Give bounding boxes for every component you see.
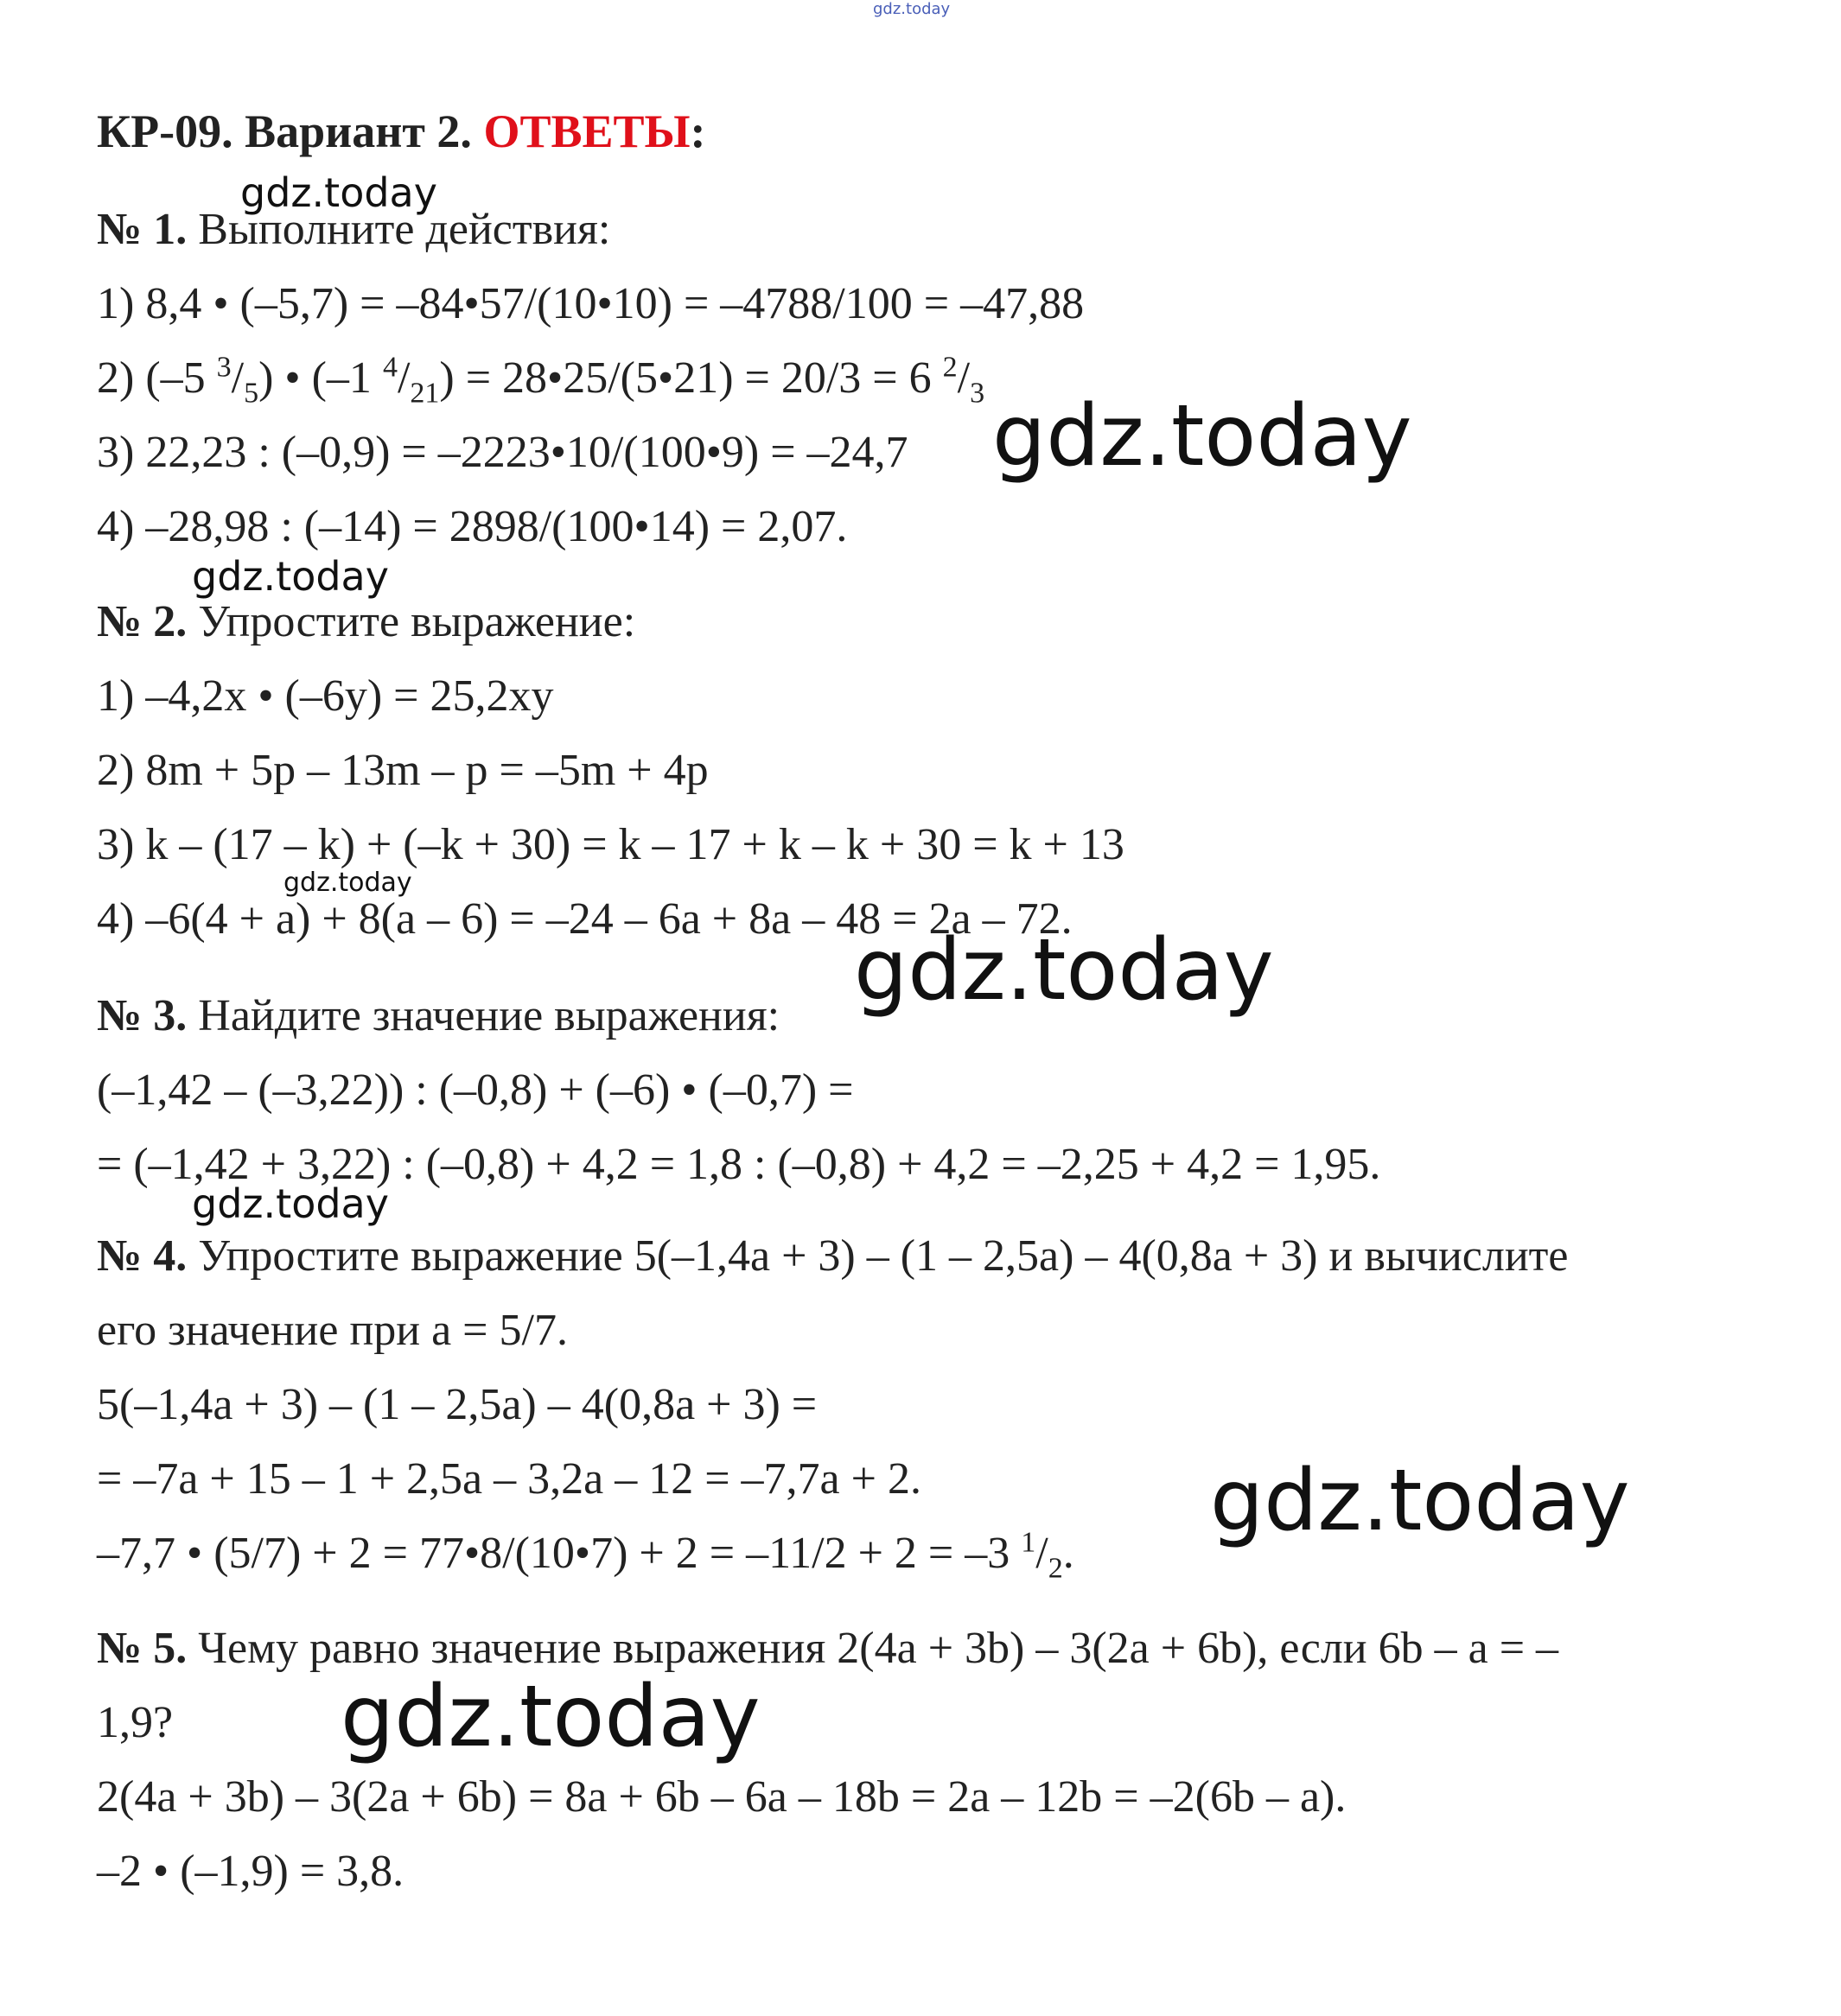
task-text: Выполните действия: [187, 205, 611, 254]
task1-line4: 4) –28,98 : (–14) = 2898/(100•14) = 2,07. [97, 502, 848, 551]
task2-line4: 4) –6(4 + a) + 8(a – 6) = –24 – 6a + 8a – 48 = 2a – 72. [97, 894, 1073, 944]
watermark: gdz.today [854, 921, 1274, 1020]
task-number: № 2. [97, 597, 188, 646]
watermark: gdz.today [1210, 1452, 1630, 1550]
task2-line2: 2) 8m + 5p – 13m – p = –5m + 4p [97, 746, 709, 795]
task2-line3: 3) k – (17 – k) + (–k + 30) = k – 17 + k – k + 30 = k + 13 [97, 820, 1124, 869]
task-text: Чему равно значение выражения 2(4a + 3b) – 3(2a + 6b), если 6b – a = – [187, 1624, 1559, 1673]
task-number: № 3. [97, 991, 188, 1040]
watermark: gdz.today [341, 1668, 761, 1766]
task4-heading [97, 1231, 1568, 1282]
task1-heading [97, 204, 610, 256]
title-answers: ОТВЕТЫ [483, 105, 691, 157]
watermark: gdz.today [192, 1180, 389, 1227]
watermark-top: gdz.today [873, 0, 951, 18]
task-number: № 4. [97, 1231, 188, 1281]
task4-line2: = –7a + 15 – 1 + 2,5a – 3,2a – 12 = –7,7a + 2. [97, 1454, 921, 1504]
watermark: gdz.today [992, 387, 1412, 486]
task-text: Найдите значение выражения: [187, 991, 780, 1040]
task4-heading-cont: его значение при a = 5/7. [97, 1306, 568, 1355]
task2-line1: 1) –4,2x • (–6y) = 25,2xy [97, 671, 554, 721]
task5-heading [97, 1623, 1558, 1675]
task4-line3: –7,7 • (5/7) + 2 = 77•8/(10•7) + 2 = –11/2 + 2 = –3 $^1/_2$. [97, 1526, 1074, 1585]
page-title [97, 105, 706, 157]
task1-line1: 1) 8,4 • (–5,7) = –84•57/(10•10) = –4788/100 = –47,88 [97, 279, 1085, 328]
title-main: КР-09. Вариант 2. [97, 105, 484, 157]
task-text: Упростите выражение: [187, 597, 636, 646]
task1-line3: 3) 22,23 : (–0,9) = –2223•10/(100•9) = –24,7 [97, 428, 908, 477]
task5-line1: 2(4a + 3b) – 3(2a + 6b) = 8a + 6b – 6a – 18b = 2a – 12b = –2(6b – a). [97, 1772, 1347, 1822]
task-text: Упростите выражение 5(–1,4a + 3) – (1 – 2,5a) – 4(0,8a + 3) и вычислите [187, 1231, 1569, 1281]
watermark: gdz.today [192, 553, 389, 600]
task5-heading-cont: 1,9? [97, 1698, 174, 1747]
task5-line2: –2 • (–1,9) = 3,8. [97, 1847, 405, 1896]
task2-heading [97, 596, 635, 648]
task-number: № 1. [97, 205, 188, 254]
watermark: gdz.today [240, 169, 437, 216]
task3-line1: (–1,42 – (–3,22)) : (–0,8) + (–6) • (–0,7) = [97, 1065, 854, 1115]
task4-line1: 5(–1,4a + 3) – (1 – 2,5a) – 4(0,8a + 3) = [97, 1380, 818, 1429]
task3-line2: = (–1,42 + 3,22) : (–0,8) + 4,2 = 1,8 : (–0,8) + 4,2 = –2,25 + 4,2 = 1,95. [97, 1140, 1381, 1189]
task-number: № 5. [97, 1624, 188, 1673]
title-colon: : [690, 105, 706, 157]
task1-line2: 2) (–5 $^3/_5$) • (–1 $^4/_{21}$) = 28•25/(5•21) = 20/3 = 6 $^2/_3$ [97, 351, 985, 410]
task3-heading [97, 990, 780, 1042]
watermark: gdz.today [283, 868, 412, 898]
